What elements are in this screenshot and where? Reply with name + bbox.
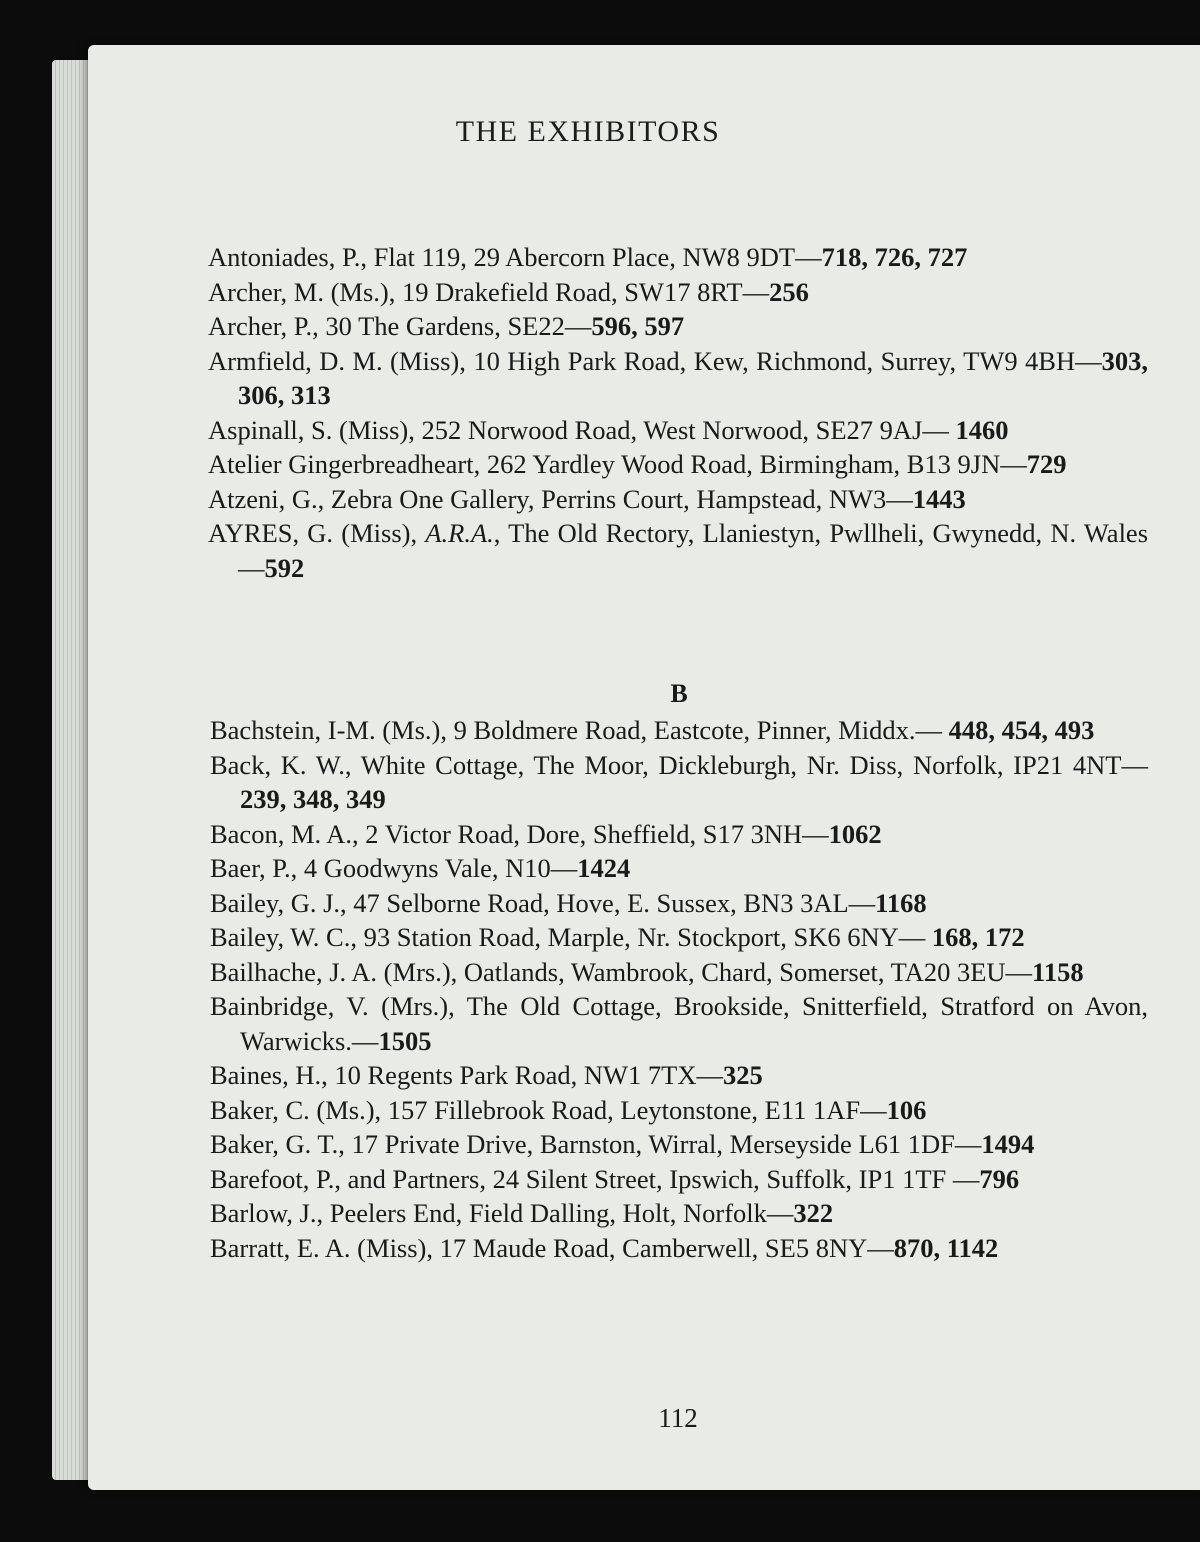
exhibitor-entry: Archer, P., 30 The Gardens, SE22—596, 597 xyxy=(208,311,685,341)
exhibitor-entry: Bainbridge, V. (Mrs.), The Old Cottage, Brookside, Snitterfield, Stratford on Avon, Warwicks.—1505 xyxy=(210,991,1148,1056)
exhibitor-entry: Bacon, M. A., 2 Victor Road, Dore, Sheffield, S17 3NH—1062 xyxy=(210,818,882,849)
exhibitor-entry: Back, K. W., White Cottage, The Moor, Dickleburgh, Nr. Diss, Norfolk, IP21 4NT—239, 348, 349 xyxy=(210,749,1148,814)
exhibitor-entry: Bailey, W. C., 93 Station Road, Marple, Nr. Stockport, SK6 6NY— 168, 172 xyxy=(210,922,1025,952)
exhibitor-entry: Bailey, G. J., 47 Selborne Road, Hove, E. Sussex, BN3 3AL—1168 xyxy=(210,887,927,918)
exhibitor-entry: Baker, C. (Ms.), 157 Fillebrook Road, Leytonstone, E11 1AF—106 xyxy=(210,1094,927,1125)
exhibitor-entry: Bachstein, I-M. (Ms.), 9 Boldmere Road, Eastcote, Pinner, Middx.— 448, 454, 493 xyxy=(210,715,1095,745)
exhibitor-entry: Antoniades, P., Flat 119, 29 Abercorn Place, NW8 9DT—718, 726, 727 xyxy=(208,242,968,272)
exhibitor-entry: Barefoot, P., and Partners, 24 Silent Street, Ipswich, Suffolk, IP1 1TF —796 xyxy=(210,1163,1020,1194)
exhibitor-entry: Armfield, D. M. (Miss), 10 High Park Road, Kew, Richmond, Surrey, TW9 4BH—303, 306, 313 xyxy=(208,345,1148,410)
exhibitor-entry: Atelier Gingerbreadheart, 262 Yardley Wood Road, Birmingham, B13 9JN—729 xyxy=(208,449,1067,479)
exhibitor-entry: Bailhache, J. A. (Mrs.), Oatlands, Wambrook, Chard, Somerset, TA20 3EU—1158 xyxy=(210,956,1084,987)
exhibitor-entry: Archer, M. (Ms.), 19 Drakefield Road, SW17 8RT—256 xyxy=(208,276,809,307)
exhibitor-entry: Baker, G. T., 17 Private Drive, Barnston, Wirral, Merseyside L61 1DF—1494 xyxy=(210,1129,1035,1159)
page-title: THE EXHIBITORS xyxy=(455,115,721,148)
exhibitor-entry: Aspinall, S. (Miss), 252 Norwood Road, West Norwood, SE27 9AJ— 1460 xyxy=(208,414,1009,445)
exhibitor-entry: Atzeni, G., Zebra One Gallery, Perrins Court, Hampstead, NW3—1443 xyxy=(208,483,966,514)
exhibitor-list-a xyxy=(208,240,1148,585)
exhibitor-entry: Baines, H., 10 Regents Park Road, NW1 7TX—325 xyxy=(210,1060,763,1090)
exhibitor-entry: Barratt, E. A. (Miss), 17 Maude Road, Camberwell, SE5 8NY—870, 1142 xyxy=(210,1232,999,1263)
exhibitor-entry: Baer, P., 4 Goodwyns Vale, N10—1424 xyxy=(210,853,631,883)
section-letter-b: B xyxy=(670,679,688,708)
exhibitor-entry: AYRES, G. (Miss), A.R.A., The Old Rectory, Llaniestyn, Pwllheli, Gwynedd, N. Wales—592 xyxy=(208,518,1149,583)
page-number: 112 xyxy=(658,1403,698,1433)
book-page xyxy=(88,45,1200,1490)
exhibitor-entry: Barlow, J., Peelers End, Field Dalling, Holt, Norfolk—322 xyxy=(210,1198,834,1228)
exhibitor-list-b xyxy=(210,673,1148,1265)
